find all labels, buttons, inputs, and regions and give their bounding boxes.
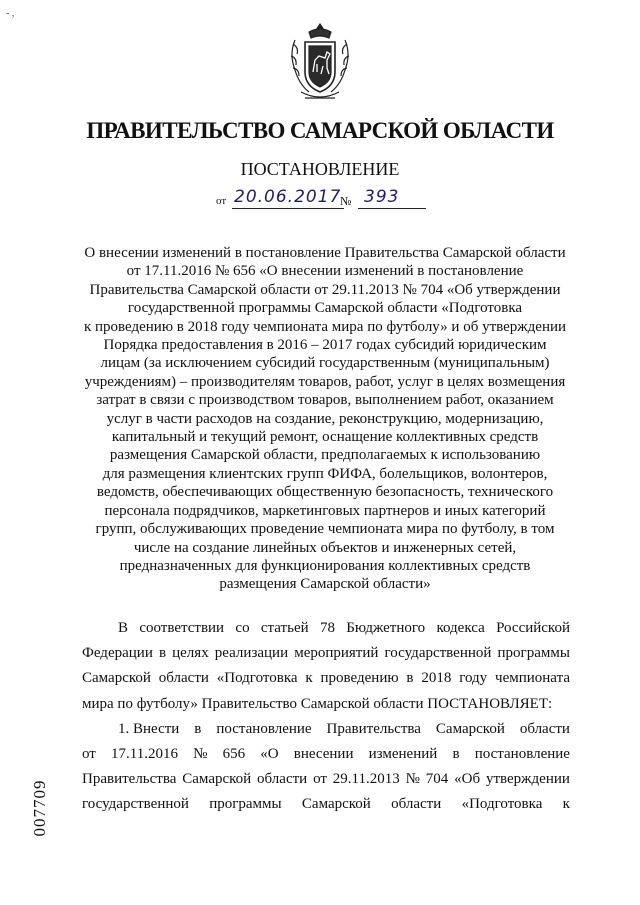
- body-word: Бюджетного: [346, 620, 426, 636]
- body-word: «О: [260, 746, 279, 763]
- body-word: статьей: [260, 620, 309, 636]
- body-word: Правительства: [82, 771, 177, 788]
- serial-number: 007709: [30, 779, 49, 837]
- body-word: кодекса: [436, 620, 485, 636]
- date-number-line: [216, 184, 436, 214]
- body-word: области: [257, 771, 308, 788]
- number-sign: №: [340, 194, 352, 208]
- heading-line: государственной программы Самарской области «Подготовка: [127, 300, 523, 317]
- heading-line: для размещения клиентских групп ФИФА, болельщиков, волонтеров,: [102, 465, 548, 482]
- body-word: мероприятий: [294, 645, 379, 662]
- heading-line: к проведению в 2018 году чемпионата мира по футболу» и об утверждении: [83, 318, 567, 335]
- body-word: от: [82, 746, 96, 763]
- margin-marks: - ,: [6, 8, 15, 19]
- heading-line: лицам (за исключением субсидий государственным (муниципальным): [100, 355, 550, 372]
- heading-line: Правительства Самарской области от 29.11.2013 № 704 «Об утверждении: [89, 281, 561, 298]
- heading-line: Порядка предоставления в 2016 – 2017 годах субсидий юридическим: [103, 337, 547, 354]
- heading-line: ведомств, обеспечивающих общественную безопасность, технического: [96, 484, 554, 501]
- organization-title: ПРАВИТЕЛЬСТВО САМАРСКОЙ ОБЛАСТИ: [86, 118, 554, 143]
- body-word: проведению: [320, 670, 399, 687]
- heading-line: групп, обслуживающих проведение чемпионата мира по футболу, в том: [95, 521, 555, 538]
- body-word: государственной: [82, 796, 189, 813]
- body-line: [82, 616, 570, 641]
- body-word: «Подготовка: [216, 670, 298, 687]
- body-word: постановление: [474, 746, 570, 763]
- body-word: соответствии: [139, 620, 225, 636]
- body-word: утверждении: [485, 771, 570, 788]
- body-word: к: [305, 670, 313, 687]
- document-type: ПОСТАНОВЛЕНИЕ: [240, 159, 400, 179]
- body-word: Российской: [496, 620, 570, 636]
- body-word: 29.11.2013: [332, 771, 400, 788]
- date-prefix: от: [216, 195, 227, 207]
- body-word: в: [194, 720, 202, 737]
- date-underline: [232, 208, 344, 209]
- body-word: со: [235, 620, 250, 636]
- body-word: Самарской: [182, 771, 252, 788]
- body-word: области: [391, 796, 442, 813]
- body-word: Правительства: [326, 720, 421, 737]
- body-word: от: [313, 771, 327, 788]
- resolution-body: [82, 616, 570, 818]
- heading-line: размещения Самарской области, предполагаемых к использованию: [109, 447, 541, 464]
- body-word: №: [405, 771, 420, 788]
- body-line: [82, 792, 570, 817]
- heading-line: капитальный и текущий ремонт, оснащение коллективных средств: [111, 429, 539, 446]
- body-line: [82, 717, 570, 742]
- body-line: мира по футболу» Правительство Самарской области ПОСТАНОВЛЯЕТ:: [82, 695, 553, 712]
- body-word: 17.11.2016: [111, 746, 178, 763]
- heading-line: О внесении изменений в постановление Правительства Самарской области: [84, 245, 566, 261]
- body-word: в: [406, 670, 414, 687]
- body-word: В: [118, 620, 129, 636]
- body-word: Самарской: [82, 670, 151, 687]
- body-word: государственной: [384, 645, 492, 662]
- heading-line: услуг в части расходов на создание, реконструкцию, модернизацию,: [106, 410, 544, 427]
- body-word: области: [158, 670, 209, 687]
- body-word: постановление: [216, 720, 312, 737]
- body-word: программы: [209, 796, 282, 813]
- heading-line: затрат в связи с производством товаров, выполнением работ, оказанием: [96, 392, 554, 409]
- body-word: Самарской: [301, 796, 371, 813]
- body-word: Самарской: [435, 720, 505, 737]
- body-word: 2018: [421, 670, 452, 687]
- body-word: в: [158, 645, 167, 662]
- body-line: [82, 767, 570, 792]
- body-line: [82, 641, 570, 666]
- coat-of-arms-emblem: [287, 22, 353, 104]
- body-line: [82, 742, 570, 767]
- body-word: году: [459, 670, 488, 687]
- body-word: 704: [425, 771, 449, 788]
- body-word: «Об: [454, 771, 481, 788]
- body-line: [82, 666, 570, 691]
- body-word: программы: [497, 645, 570, 662]
- body-word: в: [452, 746, 460, 763]
- resolution-heading: [78, 244, 572, 594]
- number-underline: [358, 208, 426, 209]
- heading-line: учреждениям) – производителям товаров, работ, услуг в целях возмещения: [84, 373, 566, 390]
- heading-line: предназначенных для функционирования коллективных средств: [119, 557, 531, 574]
- body-word: целях: [172, 645, 209, 662]
- body-word: 1. Внести: [118, 720, 180, 737]
- body-word: реализации: [214, 645, 289, 662]
- heading-line: размещения Самарской области»: [219, 576, 431, 593]
- handwritten-number: 393: [364, 187, 400, 207]
- heading-line: числе на создание линейных объектов и инженерных сетей,: [133, 539, 517, 556]
- handwritten-date: 20.06.2017: [234, 187, 342, 207]
- side-serial-stamp: [30, 768, 50, 848]
- body-word: изменений: [368, 746, 438, 763]
- body-word: 78: [319, 620, 335, 636]
- body-word: Федерации: [82, 645, 153, 662]
- body-word: чемпионата: [495, 670, 570, 687]
- body-word: к: [562, 796, 570, 813]
- heading-line: от 17.11.2016 № 656 «О внесении изменений в постановление: [126, 263, 524, 280]
- body-word: области: [519, 720, 570, 737]
- body-word: внесении: [293, 746, 354, 763]
- body-word: №: [193, 746, 208, 763]
- body-word: 656: [222, 746, 246, 763]
- body-word: «Подготовка: [461, 796, 543, 813]
- heading-line: персонала подрядчиков, маркетинговых партнеров и иных категорий: [104, 502, 546, 519]
